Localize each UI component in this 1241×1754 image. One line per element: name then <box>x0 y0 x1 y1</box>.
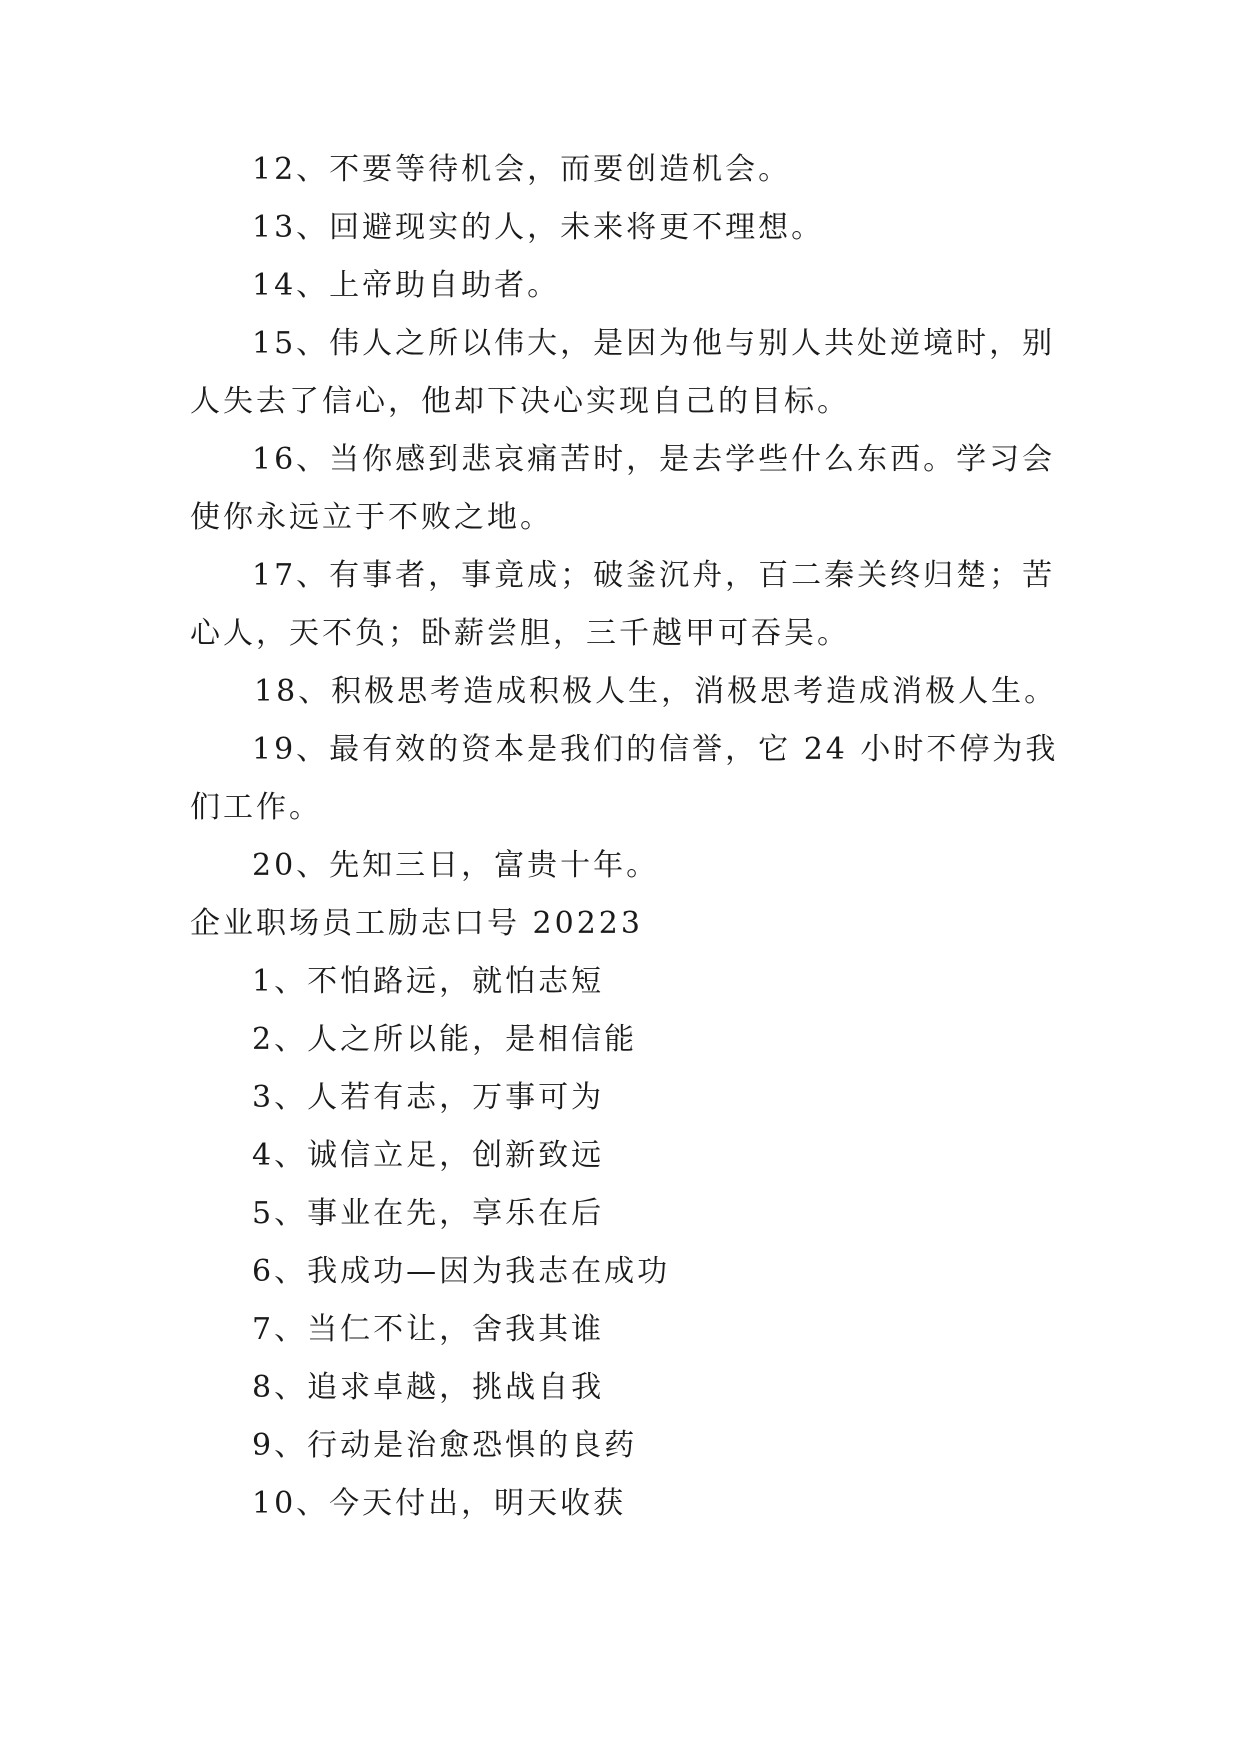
list-item: 19、最有效的资本是我们的信誉，它 24 小时不停为我 <box>252 732 1059 767</box>
list-item: 2、人之所以能，是相信能 <box>252 1022 638 1057</box>
list-item: 15、伟人之所以伟大，是因为他与别人共处逆境时，别 <box>252 326 1056 361</box>
list-item: 7、当仁不让，舍我其谁 <box>252 1312 605 1347</box>
list-item: 13、回避现实的人，未来将更不理想。 <box>252 210 825 245</box>
list-item: 8、追求卓越，挑战自我 <box>252 1370 605 1405</box>
list-item-continuation: 人失去了信心，他却下决心实现自己的目标。 <box>190 384 850 419</box>
list-item: 20、先知三日，富贵十年。 <box>252 848 660 883</box>
list-item: 14、上帝助自助者。 <box>252 268 561 303</box>
section-heading: 企业职场员工励志口号 20223 <box>190 906 643 941</box>
list-item: 1、不怕路远，就怕志短 <box>252 964 605 999</box>
list-item: 9、行动是治愈恐惧的良药 <box>252 1428 638 1463</box>
list-item: 18、积极思考造成积极人生，消极思考造成消极人生。 <box>254 674 1058 709</box>
list-item: 4、诚信立足，创新致远 <box>252 1138 605 1173</box>
list-item: 10、今天付出，明天收获 <box>252 1486 627 1521</box>
list-item: 3、人若有志，万事可为 <box>252 1080 605 1115</box>
list-item-continuation: 心人，天不负；卧薪尝胆，三千越甲可吞吴。 <box>190 616 850 651</box>
list-item-continuation: 使你永远立于不败之地。 <box>190 500 553 535</box>
list-item: 5、事业在先，享乐在后 <box>252 1196 605 1231</box>
list-item: 17、有事者，事竟成；破釜沉舟，百二秦关终归楚；苦 <box>252 558 1056 593</box>
list-item: 6、我成功—因为我志在成功 <box>252 1254 671 1289</box>
list-item: 16、当你感到悲哀痛苦时，是去学些什么东西。学习会 <box>252 442 1056 477</box>
list-item: 12、不要等待机会，而要创造机会。 <box>252 152 792 187</box>
list-item-continuation: 们工作。 <box>190 790 322 825</box>
